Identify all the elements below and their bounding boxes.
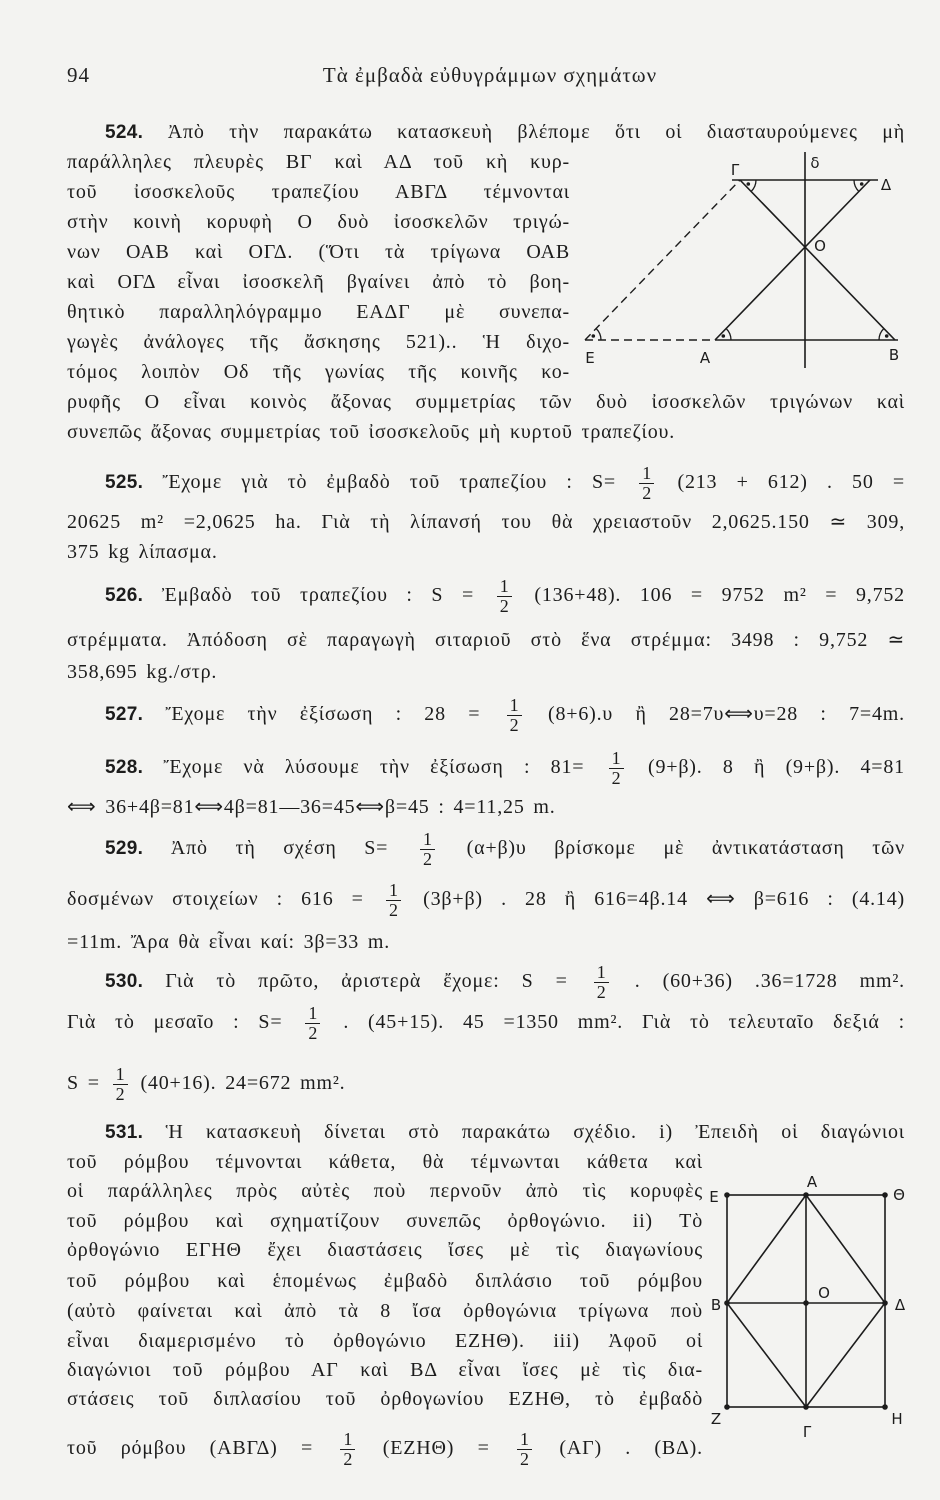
angle-dot-alpha — [722, 334, 726, 338]
fraction — [420, 830, 435, 869]
vertex-dot-alpha — [803, 1192, 809, 1198]
vertex-dot-eta — [882, 1404, 888, 1410]
ex525-line-2: 20625 m² =2,0625 ha. Γιὰ τὴ λίπανσή του θὰ χρειαστοῦν 2,0625.150 ≃ 309, — [67, 511, 905, 533]
angle-arc-delta — [854, 180, 859, 192]
line-text: Ἀπὸ τὴν παρακάτω κατασκευὴ βλέπομε ὅτι οἱ διασταυρούμενες μὴ — [167, 121, 905, 143]
line-text: δοσμένων στοιχείων : 616 = — [67, 888, 364, 911]
angle-dot-gamma — [747, 182, 751, 186]
label-beta: Β — [710, 1296, 722, 1314]
ex525-line-3: 375 kg λίπασμα. — [67, 541, 218, 563]
fraction-numerator: 1 — [422, 829, 432, 849]
label-omicron: Ο — [814, 237, 826, 255]
line-text: (9+β). 8 ἢ (9+β). 4=81 — [647, 756, 905, 779]
angle-dot-beta — [885, 334, 889, 338]
exercise-number: 524. — [105, 122, 144, 143]
ex527-line-1 — [105, 696, 905, 735]
fraction — [517, 1430, 532, 1469]
fraction-denominator: 2 — [639, 483, 654, 503]
ex531-line-9: διαγώνιοι τοῦ ρόμβου ΑΓ καὶ ΒΔ εἶναι ἴσες μὲ τὶς δια- — [67, 1359, 703, 1381]
line-text: Γιὰ τὸ μεσαῖο : S= — [67, 1011, 283, 1034]
label-alpha: Α — [699, 349, 711, 367]
ex531-line-5: ὀρθογώνιο ΕΓΗΘ ἔχει διαστάσεις ἴσες μὲ τὶς διαγωνίους — [67, 1239, 703, 1261]
line-text: S = — [67, 1072, 100, 1095]
line-text: (ΑΓ) . (ΒΔ). — [559, 1437, 703, 1460]
fraction-numerator: 1 — [642, 463, 652, 483]
ex528-line-2: ⟺ 36+4β=81⟺4β=81—36=45⟺β=45 : 4=11,25 m. — [67, 796, 556, 818]
exercise-number: 525. — [105, 472, 144, 494]
ex531-line-1 — [105, 1119, 905, 1146]
fraction-numerator: 1 — [308, 1003, 318, 1023]
fraction-denominator: 2 — [340, 1449, 355, 1469]
angle-arc-epsilon — [596, 329, 601, 341]
angle-arc-beta — [879, 329, 884, 341]
ex529-line-1 — [105, 830, 905, 869]
angle-arc-alpha — [726, 329, 731, 341]
line-text: (ΕΖΗΘ) = — [382, 1437, 490, 1460]
vertex-dot-beta — [724, 1300, 730, 1306]
fraction — [305, 1004, 320, 1043]
side-beta-gamma — [740, 180, 895, 340]
angle-dot-epsilon — [592, 334, 596, 338]
fraction-numerator: 1 — [520, 1429, 530, 1449]
vertex-dot-delta — [882, 1300, 888, 1306]
label-alpha: Α — [806, 1173, 818, 1191]
fraction-numerator: 1 — [611, 748, 621, 768]
fraction — [639, 464, 654, 503]
ex524-line-8: γωγὲς ἀνάλογες τῆς ἄσκησης 521).. Ἡ διχο- — [67, 331, 570, 353]
line-text: Ἐμβαδὸ τοῦ τραπεζίου : S = — [161, 584, 475, 607]
label-delta-small: δ — [810, 154, 820, 172]
ex531-line-7: (αὐτὸ φαίνεται καὶ ἀπὸ τὰ 8 ἴσα ὀρθογώνια τρίγωνα ποὺ — [67, 1300, 703, 1322]
fraction — [497, 577, 512, 616]
ex524-line-10: ρυφῆς Ο εἶναι κοινὸς ἄξονας συμμετρίας τῶν δυὸ ἰσοσκελῶν τριγώνων καὶ — [67, 391, 905, 413]
line-text: Ἔχομε νὰ λύσουμε τὴν ἐξίσωση : 81= — [163, 756, 585, 779]
fraction — [113, 1065, 128, 1104]
fraction-denominator: 2 — [517, 1449, 532, 1469]
vertex-dot-theta — [882, 1192, 888, 1198]
ex531-line-6: τοῦ ρόμβου καὶ ἑπομένως ἐμβαδὸ διπλάσιο τοῦ ρόμβου — [67, 1270, 703, 1292]
fraction-denominator: 2 — [609, 768, 624, 788]
fraction-denominator: 2 — [113, 1084, 128, 1104]
fraction-numerator: 1 — [596, 962, 606, 982]
exercise-number: 530. — [105, 971, 144, 993]
ex524-line-4: στὴν κοινὴ κορυφὴ Ο δυὸ ἰσοσκελῶν τριγώ- — [67, 211, 570, 233]
label-zeta: Ζ — [710, 1410, 722, 1428]
trapezoid-figure — [570, 140, 905, 375]
line-text: (8+6).υ ἢ 28=7υ⟺υ=28 : 7=4m. — [548, 703, 905, 726]
fraction-numerator: 1 — [388, 880, 398, 900]
line-text: . (60+36) .36=1728 mm². — [634, 970, 905, 993]
fraction-denominator: 2 — [497, 596, 512, 616]
line-text: (136+48). 106 = 9752 m² = 9,752 — [534, 584, 905, 607]
ex529-line-2 — [67, 881, 905, 920]
ex524-line-7: θητικὸ παραλληλόγραμμο ΕΑΔΓ μὲ συνεπα- — [67, 301, 570, 323]
ex526-line-3: 358,695 kg./στρ. — [67, 661, 218, 683]
vertex-dot-epsilon — [724, 1192, 730, 1198]
ex530-line-1 — [105, 963, 905, 1002]
exercise-number: 528. — [105, 757, 144, 779]
line-text: Ἡ κατασκευὴ δίνεται στὸ παρακάτω σχέδιο. i) Ἐπειδὴ οἱ διαγώνιοι — [165, 1121, 905, 1143]
label-delta: Δ — [894, 1296, 906, 1314]
fraction-numerator: 1 — [509, 695, 519, 715]
fraction-numerator: 1 — [499, 576, 509, 596]
vertex-dot-zeta — [724, 1404, 730, 1410]
fraction — [609, 749, 624, 788]
ex528-line-1 — [105, 749, 905, 788]
exercise-number: 529. — [105, 838, 144, 860]
ex531-line-4: τοῦ ρόμβου καὶ σχηματίζουν συνεπῶς ὀρθογώνιο. ii) Τὸ — [67, 1210, 703, 1232]
label-gamma: Γ — [730, 161, 740, 179]
label-theta: Θ — [893, 1186, 905, 1204]
label-epsilon: Ε — [585, 349, 595, 367]
fraction-denominator: 2 — [386, 900, 401, 920]
ex531-line-10: στάσεις τοῦ διπλασίου τοῦ ὀρθογωνίου ΕΖΗΘ, τὸ ἐμβαδὸ — [67, 1388, 703, 1410]
exercise-number: 531. — [105, 1122, 144, 1143]
angle-arc-gamma — [751, 180, 756, 192]
ex524-line-5: νων ΟΑΒ καὶ ΟΓΔ. (Ὅτι τὰ τρίγωνα ΟΑΒ — [67, 241, 570, 263]
fraction — [386, 881, 401, 920]
ex530-line-3 — [67, 1065, 905, 1104]
fraction — [340, 1430, 355, 1469]
ex531-line-2: τοῦ ρόμβου τέμνονται κάθετα, θὰ τέμνωνται κάθετα καὶ — [67, 1151, 703, 1173]
ex524-line-2: παράλληλες πλευρὲς ΒΓ καὶ ΑΔ τοῦ κὴ κυρ- — [67, 151, 570, 173]
label-beta: Β — [888, 346, 900, 364]
fraction-denominator: 2 — [305, 1023, 320, 1043]
line-text: Γιὰ τὸ πρῶτο, ἀριστερὰ ἔχομε: S = — [165, 970, 568, 993]
dashed-epsilon-gamma — [585, 180, 740, 340]
vertex-dot-gamma — [803, 1404, 809, 1410]
rhombus-figure — [700, 1165, 915, 1450]
label-eta: Η — [891, 1410, 903, 1428]
vertex-dot-omicron — [803, 1300, 809, 1306]
fraction-denominator: 2 — [594, 982, 609, 1002]
line-text: (3β+β) . 28 ἢ 616=4β.14 ⟺ β=616 : (4.14) — [423, 888, 905, 911]
ex531-line-11 — [67, 1430, 703, 1469]
ex524-line-6: καὶ ΟΓΔ εἶναι ἰσοσκελῆ βγαίνει ἀπὸ τὸ βοη- — [67, 271, 570, 293]
line-text: (α+β)υ βρίσκομε μὲ ἀντικατάσταση τῶν — [466, 837, 905, 860]
exercise-number: 527. — [105, 704, 144, 726]
ex530-line-2 — [67, 1004, 905, 1043]
line-text: . (45+15). 45 =1350 mm². Γιὰ τὸ τελευταῖο δεξιά : — [343, 1011, 905, 1034]
ex526-line-1 — [105, 577, 905, 616]
label-gamma: Γ — [802, 1423, 812, 1441]
ex525-line-1 — [105, 464, 905, 503]
label-delta: Δ — [880, 176, 892, 194]
fraction-denominator: 2 — [420, 849, 435, 869]
fraction — [507, 696, 522, 735]
angle-dot-delta — [860, 182, 864, 186]
ex524-line-9: τόμος λοιπὸν Οδ τῆς γωνίας τῆς κοινῆς κο- — [67, 361, 570, 383]
line-text: Ἔχομε γιὰ τὸ ἐμβαδὸ τοῦ τραπεζίου : S= — [162, 471, 616, 494]
ex526-line-2: στρέμματα. Ἀπόδοση σὲ παραγωγὴ σιταριοῦ στὸ ἕνα στρέμμα: 3498 : 9,752 ≃ — [67, 629, 905, 651]
ex524-line-11: συνεπῶς ἄξονας συμμετρίας τοῦ ἰσοσκελοῦς μὴ κυρτοῦ τραπεζίου. — [67, 421, 676, 443]
ex529-line-3: =11m. Ἄρα θὰ εἶναι καί: 3β=33 m. — [67, 931, 391, 953]
fraction-numerator: 1 — [343, 1429, 353, 1449]
line-text: (40+16). 24=672 mm². — [140, 1072, 346, 1095]
running-title: Τὰ ἐμβαδὰ εὐθυγράμμων σχημάτων — [322, 63, 658, 87]
side-alpha-delta — [715, 180, 870, 340]
label-epsilon: Ε — [709, 1188, 719, 1206]
line-text: τοῦ ρόμβου (ΑΒΓΔ) = — [67, 1437, 314, 1460]
line-text: Ἔχομε τὴν ἐξίσωση : 28 = — [165, 703, 481, 726]
page-number: 94 — [67, 63, 90, 87]
fraction-denominator: 2 — [507, 715, 522, 735]
label-omicron: Ο — [818, 1284, 830, 1302]
fraction — [594, 963, 609, 1002]
ex531-line-3: οἱ παράλληλες πρὸς αὐτὲς ποὺ περνοῦν ἀπὸ τὶς κορυφὲς — [67, 1180, 703, 1202]
exercise-number: 526. — [105, 585, 144, 607]
ex531-line-8: εἶναι διαμερισμένο τὸ ὀρθογώνιο ΕΖΗΘ). iii) Ἀφοῦ οἱ — [67, 1330, 703, 1352]
fraction-numerator: 1 — [115, 1064, 125, 1084]
line-text: Ἀπὸ τὴ σχέση S= — [170, 837, 389, 860]
ex524-line-3: τοῦ ἰσοσκελοῦς τραπεζίου ΑΒΓΔ τέμνονται — [67, 181, 570, 203]
line-text: (213 + 612) . 50 = — [677, 471, 905, 494]
